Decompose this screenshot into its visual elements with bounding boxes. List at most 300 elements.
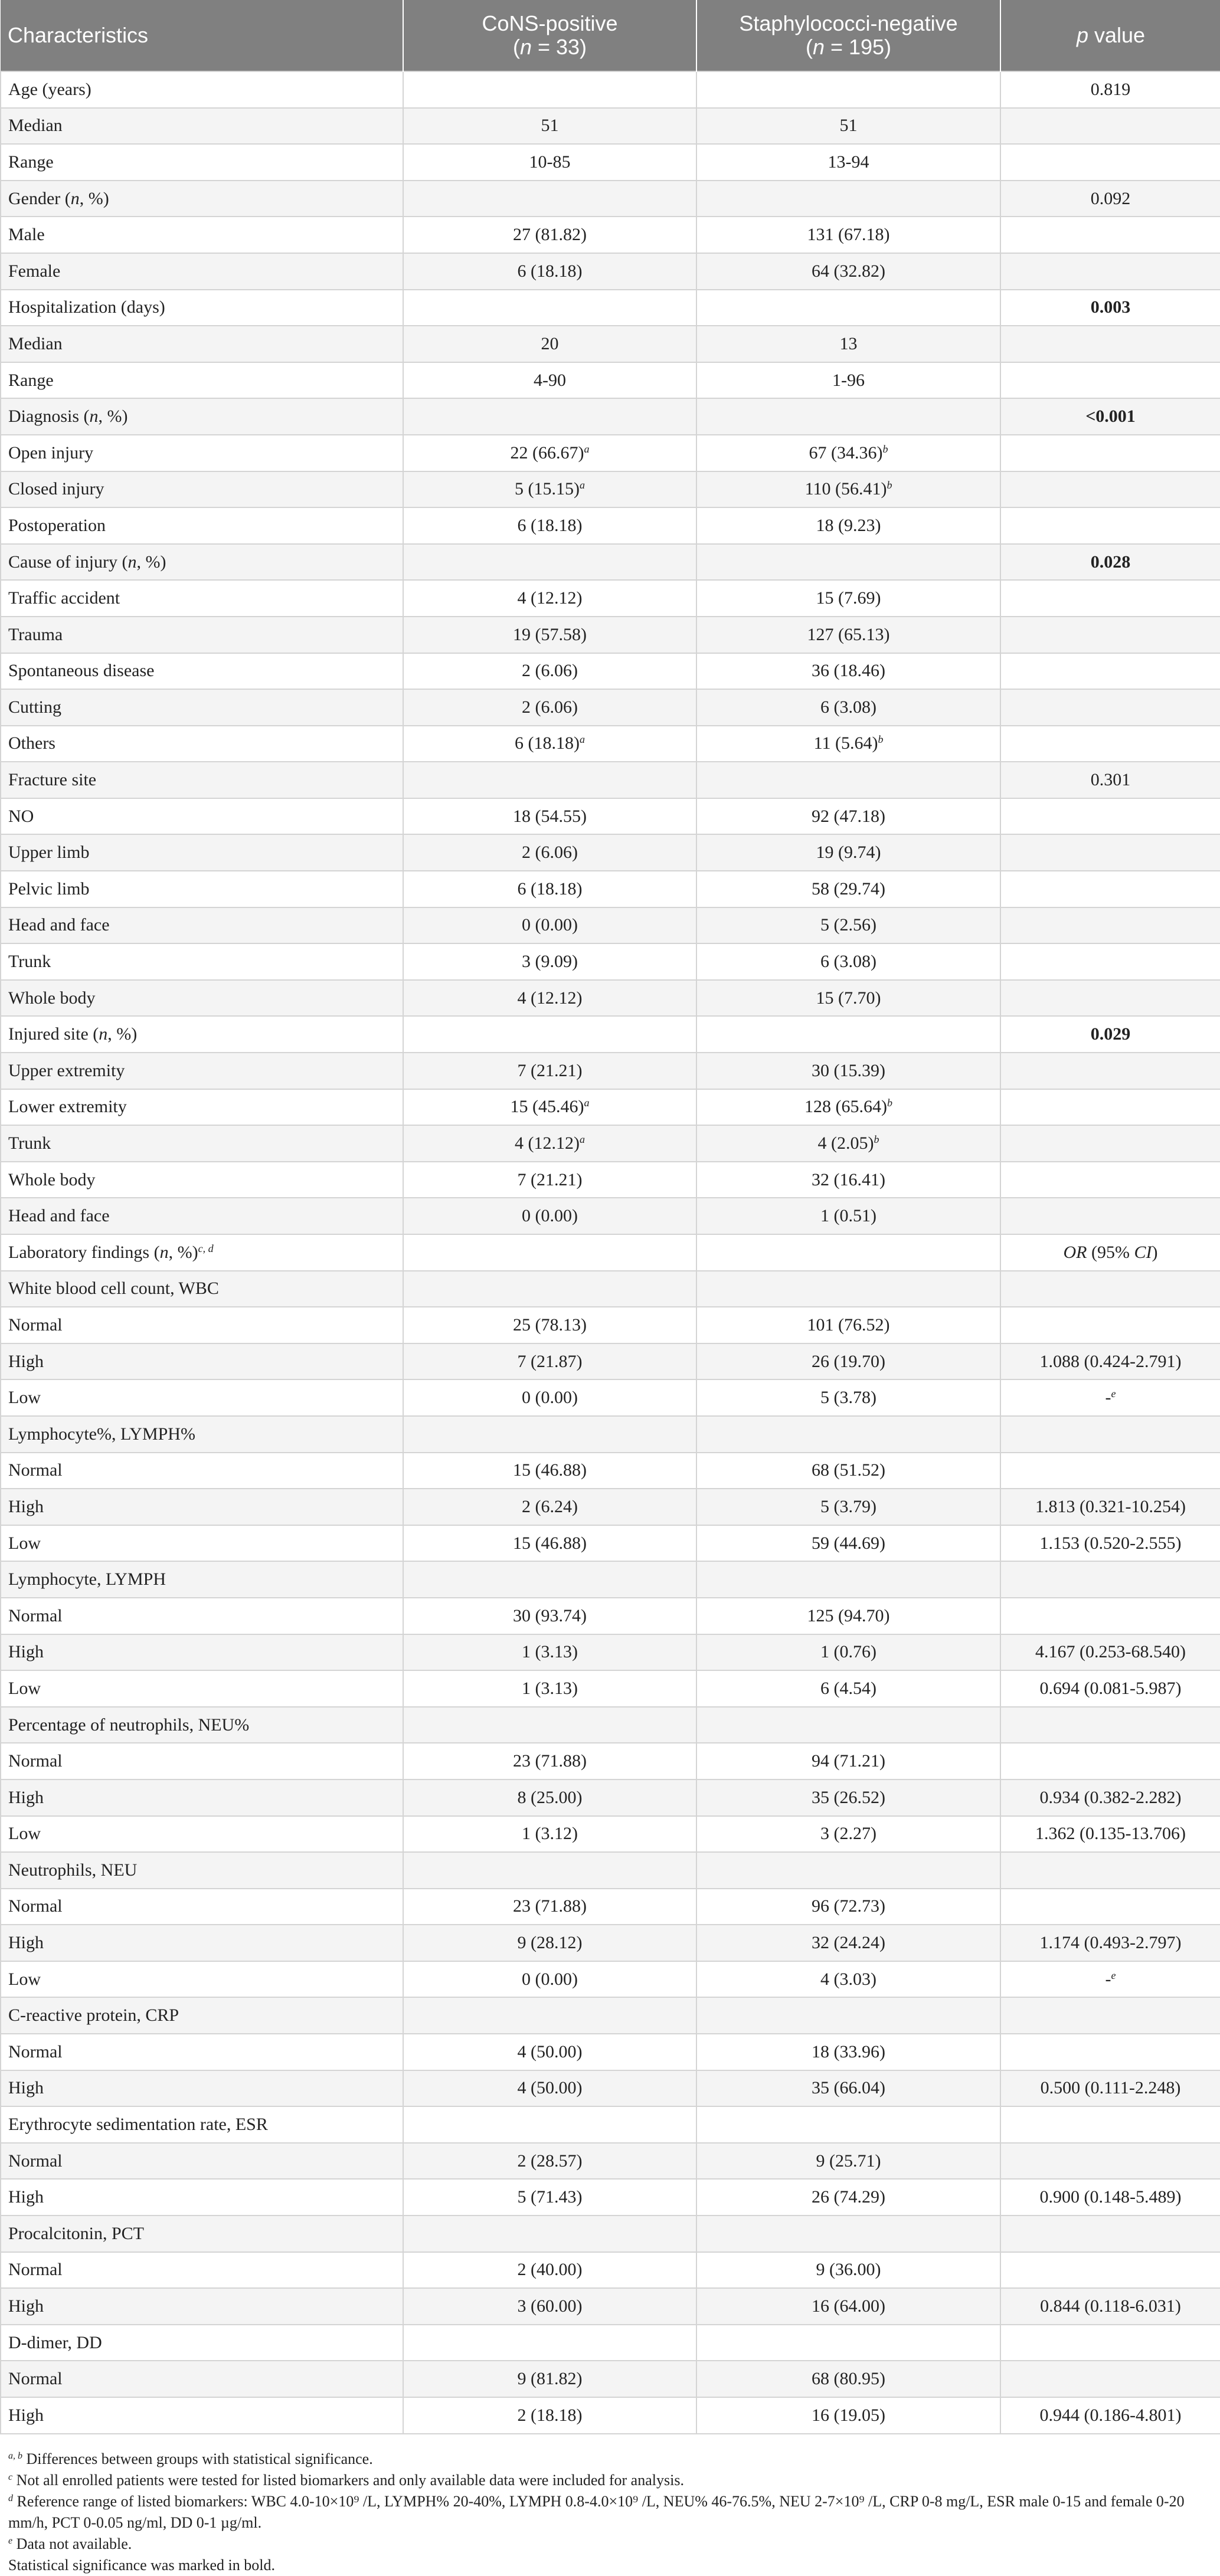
staph-negative-value: 67 $(34.36)^b$ [696,435,1000,471]
p-value [1000,1707,1220,1743]
table-row [1,1852,1220,1889]
row-label: Whole body [1,1162,403,1198]
row-label: Median [1,108,403,145]
row-label: Low [1,1816,403,1853]
table-row [1,471,1220,508]
cons-positive-value: 5 $(15.15)^a$ [403,471,696,508]
cons-positive-value [403,1271,696,1307]
staph-negative-value: 9 (36.00) [696,2252,1000,2289]
cons-positive-value [403,762,696,798]
cons-positive-value: 18 (54.55) [403,798,696,835]
cons-positive-value [403,398,696,435]
row-label: Trunk [1,1125,403,1162]
table-row [1,2252,1220,2289]
table-row [1,1525,1220,1562]
row-label: Low [1,1525,403,1562]
footnote: $^d$ Reference range of listed biomarkers: WBC 4.0-10×10⁹ /L, LYMPH% 20-40%, LYMPH 0.8-4.0×10⁹ /L, NEU% 46-76.5%, NEU 2-7×10⁹ /L, CRP 0-8 mg/L, ESR male 0-15 and female 0-20 mm/h, PCT 0-0.05 ng/ml, DD 0-1 µg/ml. [8,2492,1185,2531]
staph-negative-value [696,2106,1000,2143]
p-value: -$^e$ [1000,1961,1220,1998]
row-label: Whole body [1,980,403,1017]
row-label: Erythrocyte sedimentation rate, ESR [1,2106,403,2143]
cons-positive-value: 20 [403,326,696,362]
staph-negative-value: 125 (94.70) [696,1598,1000,1634]
staph-negative-value: 94 (71.21) [696,1743,1000,1779]
row-label: Normal [1,2143,403,2180]
row-label: Normal [1,2034,403,2070]
table-row [1,762,1220,798]
row-label: Normal [1,2361,403,2397]
p-value: 0.500 (0.111-2.248) [1000,2070,1220,2107]
table-row [1,108,1220,145]
cons-positive-value: 9 (28.12) [403,1925,696,1961]
table-row [1,1743,1220,1779]
row-label: Lymphocyte, LYMPH [1,1561,403,1598]
staph-negative-value: 32 (16.41) [696,1162,1000,1198]
table-row [1,1379,1220,1416]
staph-negative-value: 35 (26.52) [696,1779,1000,1816]
table-row [1,290,1220,326]
table-row [1,435,1220,471]
row-label: Gender (n, %) [1,181,403,217]
table-row [1,1307,1220,1343]
table-row [1,1234,1220,1271]
staph-negative-value: 58 (29.74) [696,871,1000,907]
p-value [1000,1598,1220,1634]
staph-negative-value: 5 (3.79) [696,1489,1000,1525]
row-label: Lower extremity [1,1089,403,1126]
staph-negative-value: 128 $(65.64)^b$ [696,1089,1000,1126]
staph-negative-value [696,1271,1000,1307]
cons-positive-value: 8 (25.00) [403,1779,696,1816]
staph-negative-value: 15 (7.70) [696,980,1000,1017]
staph-negative-value: 110 $(56.41)^b$ [696,471,1000,508]
table-row [1,798,1220,835]
row-label: Hospitalization (days) [1,290,403,326]
header-staphylococci-negative: Staphylococci-negative (n = 195) [696,0,1000,71]
p-value [1000,2106,1220,2143]
row-label: Open injury [1,435,403,471]
row-label: Percentage of neutrophils, NEU% [1,1707,403,1743]
cons-positive-value: 4-90 [403,362,696,399]
p-value [1000,2325,1220,2361]
row-label: Female [1,253,403,290]
staph-negative-value [696,398,1000,435]
row-label: Normal [1,1743,403,1779]
table-row [1,2325,1220,2361]
staph-negative-value: 1 (0.51) [696,1198,1000,1234]
p-value [1000,108,1220,145]
row-label: High [1,1343,403,1380]
p-value [1000,1053,1220,1089]
staph-negative-value [696,1016,1000,1053]
table-row [1,1561,1220,1598]
cons-positive-value: 6 (18.18) [403,253,696,290]
staph-negative-value: 13-94 [696,144,1000,181]
staph-negative-value: 19 (9.74) [696,834,1000,871]
table-row [1,907,1220,944]
cons-positive-value: 6 (18.18) [403,871,696,907]
p-value: 1.174 (0.493-2.797) [1000,1925,1220,1961]
staph-negative-value: 9 (25.71) [696,2143,1000,2180]
row-label: Normal [1,1598,403,1634]
row-label: Traffic accident [1,580,403,617]
footnote: $^c$ Not all enrolled patients were tested for listed biomarkers and only available data were included for analysis. [8,2471,684,2489]
table-row [1,217,1220,253]
cons-positive-value [403,2325,696,2361]
staph-negative-value: 5 (3.78) [696,1379,1000,1416]
row-label: Normal [1,1889,403,1925]
table-row [1,1816,1220,1853]
p-value [1000,617,1220,653]
row-label: Normal [1,1307,403,1343]
staph-negative-value: 11 $(5.64)^b$ [696,726,1000,762]
p-value [1000,1416,1220,1453]
p-value [1000,144,1220,181]
p-value [1000,1997,1220,2034]
table-row [1,507,1220,544]
cons-positive-value: 15 $(45.46)^a$ [403,1089,696,1126]
cons-positive-value: 3 (60.00) [403,2288,696,2325]
cons-positive-value [403,181,696,217]
p-value [1000,798,1220,835]
p-value: 0.934 (0.382-2.282) [1000,1779,1220,1816]
row-label: Upper limb [1,834,403,871]
row-label: High [1,1779,403,1816]
p-value [1000,871,1220,907]
cons-positive-value [403,71,696,108]
row-label: High [1,2397,403,2434]
p-value: 1.153 (0.520-2.555) [1000,1525,1220,1562]
cons-positive-value: 5 (71.43) [403,2179,696,2216]
table-row [1,1162,1220,1198]
row-label: Range [1,144,403,181]
row-label: Upper extremity [1,1053,403,1089]
table-row [1,2070,1220,2107]
cons-positive-value: 6 $(18.18)^a$ [403,726,696,762]
p-value [1000,653,1220,690]
table-row [1,2034,1220,2070]
staph-negative-value [696,762,1000,798]
p-value [1000,253,1220,290]
row-label: High [1,2070,403,2107]
cons-positive-value: 0 (0.00) [403,1961,696,1998]
p-value [1000,1089,1220,1126]
table-row [1,398,1220,435]
staph-negative-value: 3 (2.27) [696,1816,1000,1853]
staph-negative-value: 6 (3.08) [696,943,1000,980]
row-label: Low [1,1961,403,1998]
table-row [1,253,1220,290]
table-row [1,871,1220,907]
p-value: 0.301 [1000,762,1220,798]
p-value [1000,1453,1220,1489]
staph-negative-value: 4 $(2.05)^b$ [696,1125,1000,1162]
table-row [1,1343,1220,1380]
row-label: Low [1,1379,403,1416]
staph-negative-value: 36 (18.46) [696,653,1000,690]
table-row [1,1016,1220,1053]
p-value [1000,1162,1220,1198]
table-row [1,2361,1220,2397]
cons-positive-value: 4 (12.12) [403,580,696,617]
row-label: High [1,2288,403,2325]
cons-positive-value: 25 (78.13) [403,1307,696,1343]
staph-negative-value: 6 (4.54) [696,1670,1000,1707]
cons-positive-value: 2 (18.18) [403,2397,696,2434]
p-value [1000,580,1220,617]
table-row [1,326,1220,362]
table-row [1,1779,1220,1816]
row-label: Head and face [1,1198,403,1234]
table-row [1,653,1220,690]
table-row [1,580,1220,617]
cons-positive-value: 10-85 [403,144,696,181]
staph-negative-value: 16 (19.05) [696,2397,1000,2434]
staph-negative-value: 26 (19.70) [696,1343,1000,1380]
table-row [1,2143,1220,2180]
p-value [1000,435,1220,471]
table-row [1,1961,1220,1998]
p-value [1000,834,1220,871]
staph-negative-value: 35 (66.04) [696,2070,1000,2107]
p-value [1000,1852,1220,1889]
cons-positive-value [403,1234,696,1271]
staph-negative-value: 32 (24.24) [696,1925,1000,1961]
row-label: Others [1,726,403,762]
row-label: C-reactive protein, CRP [1,1997,403,2034]
staph-negative-value: 68 (80.95) [696,2361,1000,2397]
table-row [1,980,1220,1017]
table-row [1,1634,1220,1671]
p-value [1000,2252,1220,2289]
staph-negative-value: 13 [696,326,1000,362]
staph-negative-value: 1-96 [696,362,1000,399]
row-label: High [1,1925,403,1961]
staph-negative-value [696,71,1000,108]
p-value [1000,2143,1220,2180]
staph-negative-value: 127 (65.13) [696,617,1000,653]
table-row [1,1489,1220,1525]
cons-positive-value: 23 (71.88) [403,1743,696,1779]
row-label: Trunk [1,943,403,980]
staph-negative-value: 51 [696,108,1000,145]
p-value [1000,907,1220,944]
cons-positive-value: 0 (0.00) [403,1379,696,1416]
table-row [1,1670,1220,1707]
row-label: Closed injury [1,471,403,508]
table-row [1,1125,1220,1162]
cons-positive-value [403,2106,696,2143]
p-value [1000,689,1220,726]
table-row [1,689,1220,726]
cons-positive-value: 6 (18.18) [403,507,696,544]
row-label: Lymphocyte%, LYMPH% [1,1416,403,1453]
staph-negative-value [696,1852,1000,1889]
p-value: 0.092 [1000,181,1220,217]
row-label: NO [1,798,403,835]
staph-negative-value [696,544,1000,581]
row-label: Trauma [1,617,403,653]
p-value: 0.944 (0.186-4.801) [1000,2397,1220,2434]
cons-positive-value: 2 (6.24) [403,1489,696,1525]
cons-positive-value: 23 (71.88) [403,1889,696,1925]
table-row [1,1053,1220,1089]
table-row [1,1271,1220,1307]
table-row [1,2216,1220,2252]
staph-negative-value: 16 (64.00) [696,2288,1000,2325]
cons-positive-value: 30 (93.74) [403,1598,696,1634]
cons-positive-value [403,544,696,581]
cons-positive-value: 2 (6.06) [403,689,696,726]
table-row [1,71,1220,108]
row-label: High [1,2179,403,2216]
cons-positive-value [403,290,696,326]
staph-negative-value [696,181,1000,217]
table-row [1,2288,1220,2325]
cons-positive-value [403,1416,696,1453]
staph-negative-value [696,2216,1000,2252]
staph-negative-value: 1 (0.76) [696,1634,1000,1671]
row-label: Male [1,217,403,253]
row-label: Median [1,326,403,362]
table-row [1,2397,1220,2434]
table-body [1,71,1220,2434]
cons-positive-value: 2 (6.06) [403,653,696,690]
row-label: Injured site (n, %) [1,1016,403,1053]
p-value: 0.029 [1000,1016,1220,1053]
p-value [1000,362,1220,399]
table-row [1,544,1220,581]
cons-positive-value [403,1997,696,2034]
cons-positive-value: 3 (9.09) [403,943,696,980]
table-footnotes [0,2434,1220,2576]
footnote: $^{a, b}$ Differences between groups with statistical significance. [8,2450,373,2467]
cons-positive-value: 15 (46.88) [403,1525,696,1562]
row-label: D-dimer, DD [1,2325,403,2361]
row-label: Normal [1,1453,403,1489]
p-value: 1.813 (0.321-10.254) [1000,1489,1220,1525]
cons-positive-value: 7 (21.87) [403,1343,696,1380]
p-value [1000,217,1220,253]
staph-negative-value: 96 (72.73) [696,1889,1000,1925]
cons-positive-value: 7 (21.21) [403,1162,696,1198]
staph-negative-value [696,2325,1000,2361]
p-value [1000,507,1220,544]
cons-positive-value [403,1852,696,1889]
staph-negative-value: 26 (74.29) [696,2179,1000,2216]
table-row [1,362,1220,399]
cons-positive-value: 2 (6.06) [403,834,696,871]
cons-positive-value: 2 (40.00) [403,2252,696,2289]
table-row [1,1598,1220,1634]
staph-negative-value [696,1416,1000,1453]
row-label: Postoperation [1,507,403,544]
staph-negative-value [696,290,1000,326]
staph-negative-value: 18 (33.96) [696,2034,1000,2070]
p-value [1000,2216,1220,2252]
staph-negative-value: 15 (7.69) [696,580,1000,617]
footnote: $^e$ Data not available. [8,2535,132,2552]
row-label: Pelvic limb [1,871,403,907]
cons-positive-value: 4 (12.12) [403,980,696,1017]
table-row [1,1925,1220,1961]
row-label: Spontaneous disease [1,653,403,690]
staph-negative-value: 18 (9.23) [696,507,1000,544]
staph-negative-value: 131 (67.18) [696,217,1000,253]
cons-positive-value: 1 (3.13) [403,1634,696,1671]
table-row [1,943,1220,980]
table-row [1,1997,1220,2034]
cons-positive-value: 22 $(66.67)^a$ [403,435,696,471]
row-label: Laboratory findings (n, %)$^{c, d}$ [1,1234,403,1271]
table-row [1,617,1220,653]
row-label: Cutting [1,689,403,726]
table-row [1,1707,1220,1743]
staph-negative-value: 5 (2.56) [696,907,1000,944]
p-value [1000,2361,1220,2397]
cons-positive-value [403,1561,696,1598]
p-value: 0.900 (0.148-5.489) [1000,2179,1220,2216]
row-label: Age (years) [1,71,403,108]
cons-positive-value: 9 (81.82) [403,2361,696,2397]
staph-negative-value: 92 (47.18) [696,798,1000,835]
staph-negative-value [696,1707,1000,1743]
row-label: Low [1,1670,403,1707]
p-value [1000,471,1220,508]
table-row [1,1889,1220,1925]
table-row [1,144,1220,181]
cons-positive-value: 4 $(12.12)^a$ [403,1125,696,1162]
cons-positive-value: 0 (0.00) [403,907,696,944]
p-value [1000,943,1220,980]
header-cons-positive: CoNS-positive (n = 33) [403,0,696,71]
table-row [1,2179,1220,2216]
p-value: -$^e$ [1000,1379,1220,1416]
row-label: Diagnosis (n, %) [1,398,403,435]
p-value: 0.844 (0.118-6.031) [1000,2288,1220,2325]
cons-positive-value [403,1707,696,1743]
p-value [1000,1198,1220,1234]
p-value: 1.362 (0.135-13.706) [1000,1816,1220,1853]
p-value [1000,1561,1220,1598]
table-row [1,1453,1220,1489]
row-label: Range [1,362,403,399]
row-label: Procalcitonin, PCT [1,2216,403,2252]
p-value: 0.694 (0.081-5.987) [1000,1670,1220,1707]
cons-positive-value: 1 (3.12) [403,1816,696,1853]
p-value: 1.088 (0.424-2.791) [1000,1343,1220,1380]
table-row [1,1416,1220,1453]
p-value: 0.028 [1000,544,1220,581]
table-row [1,1198,1220,1234]
table-row [1,181,1220,217]
p-value: 4.167 (0.253-68.540) [1000,1634,1220,1671]
cons-positive-value: 15 (46.88) [403,1453,696,1489]
p-value: 0.819 [1000,71,1220,108]
row-label: Head and face [1,907,403,944]
cons-positive-value: 19 (57.58) [403,617,696,653]
row-label: Neutrophils, NEU [1,1852,403,1889]
cons-positive-value: 4 (50.00) [403,2070,696,2107]
staph-negative-value [696,1997,1000,2034]
staph-negative-value: 64 (32.82) [696,253,1000,290]
staph-negative-value: 59 (44.69) [696,1525,1000,1562]
footnote: Statistical significance was marked in bold. [8,2556,275,2574]
cons-positive-value [403,1016,696,1053]
p-value [1000,980,1220,1017]
p-value [1000,2034,1220,2070]
row-label: High [1,1634,403,1671]
